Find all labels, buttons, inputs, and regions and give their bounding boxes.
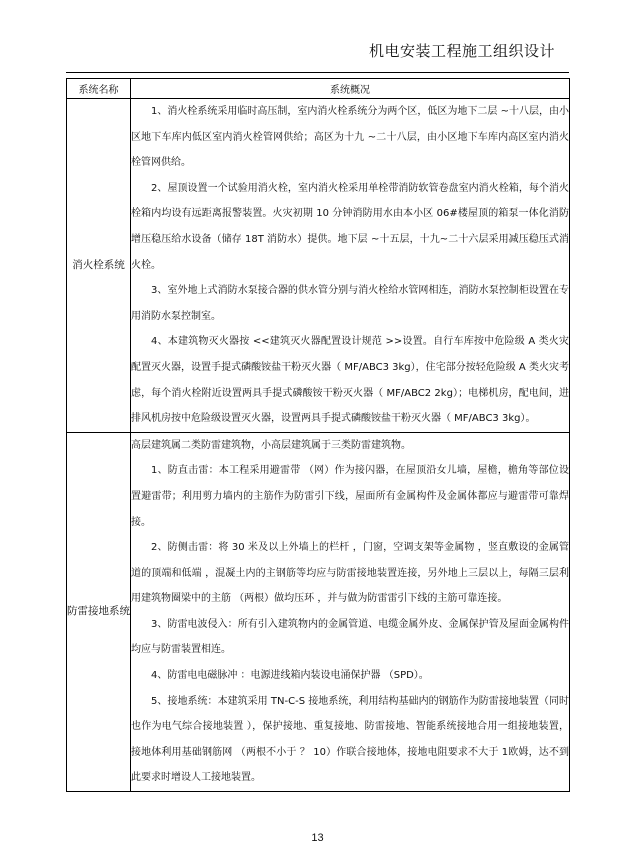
lightning-paragraph-5: 5、接地系统：本建筑采用 TN-C-S 接地系统，利用结构基础内的钢筋作为防雷接地装置（同时也作为电气综合接地装置 ），保护接地、重复接地、防雷接地、智能系统接地合用一组接地装置，接地体利用基础钢筋网 （两根不小于 ？ 10）作联合接地体，接地电阻要求不大于 1欧姆，达不到此要求时增设人工接地装置。 xyxy=(131,695,569,784)
header-divider xyxy=(66,72,569,73)
hydrant-paragraph-1: 1、消火栓系统采用临时高压制，室内消火栓系统分为两个区，低区为地下二层 ~十八层，由小区地下车库内低区室内消火栓管网供给；高区为十九 ~二十八层，由小区地下车库内高区室内消火栓管网供给。 xyxy=(131,106,569,169)
hydrant-paragraph-4: 4、本建筑物灭火器按 <<建筑灭火器配置设计规范 >>设置。自行车库按中危险级 A 类火灾配置灭火器，设置手提式磷酸铵盐干粉灭火器（ MF/ABC3 3kg），住宅部分按轻危险级 A 类火灾考虑，每个消火栓附近设置两具手提式磷酸铵干粉灭火器（ MF/ABC2 2kg）；电梯机房，配电间，进排风机房按中危险级设置灭火器，设置两具手提式磷酸铵盐干粉灭火器（ MF/ABC3 3kg）。 xyxy=(131,336,569,425)
lightning-paragraph-3: 3、防雷电波侵入：所有引入建筑物内的金属管道、电缆金属外皮、金属保护管及屋面金属构件均应与防雷装置相连。 xyxy=(131,618,569,656)
page-number: 13 xyxy=(311,832,324,844)
lightning-intro: 高层建筑属二类防雷建筑物，小高层建筑属于三类防雷建筑物。 xyxy=(131,439,411,451)
lightning-paragraph-1: 1、防直击雷：本工程采用避雷带 （网）作为接闪器，在屋顶沿女儿墙，屋檐，檐角等部位设置避雷带；利用剪力墙内的主筋作为防雷引下线，屋面所有金属构件及金属体都应与避雷带可靠焊接。 xyxy=(131,465,569,528)
column-header-system-overview: 系统概况 xyxy=(131,79,570,99)
lightning-paragraph-2: 2、防侧击雷：将 30 米及以上外墙上的栏杆 ，门窗，空调支架等金属物 ，竖直敷设的金属管道的顶端和低端 ，混凝土内的主钢筋等均应与防雷接地装置连接，另外地上三层以上，每隔三层利用建筑物圈梁中的主筋 （两根）做均压环 ，并与做为防雷雷引下线的主筋可靠连接。 xyxy=(131,542,569,605)
table-row-hydrant-system xyxy=(67,99,570,433)
system-name-hydrant: 消火栓系统 xyxy=(67,99,131,433)
hydrant-paragraph-2: 2、屋顶设置一个试验用消火栓，室内消火栓采用单栓带消防软管卷盘室内消火栓箱，每个消火栓箱内均设有远距离报警装置。火灾初期 10 分钟消防用水由本小区 06#楼屋顶的箱泵一体化消防增压稳压给水设备（储存 18T 消防水）提供。地下层 ~十五层，十九~二十六层采用减压稳压式消火栓。 xyxy=(131,182,569,271)
table-header-row xyxy=(67,79,570,99)
system-overview-table xyxy=(66,78,570,792)
system-name-lightning-grounding: 防雷接地系统 xyxy=(67,432,131,791)
column-header-system-name: 系统名称 xyxy=(67,79,131,99)
system-overview-hydrant xyxy=(131,99,570,433)
lightning-paragraph-4: 4、防雷电电磁脉冲 ：电源进线箱内装设电涌保护器 （SPD）。 xyxy=(151,670,429,682)
system-overview-lightning-grounding xyxy=(131,432,570,791)
document-header-title: 机电安装工程施工组织设计 xyxy=(368,42,555,60)
table-row-lightning-grounding-system xyxy=(67,432,570,791)
hydrant-paragraph-3: 3、室外地上式消防水泵接合器的供水管分别与消火栓给水管网相连，消防水泵控制柜设置在专用消防水泵控制室。 xyxy=(131,285,569,322)
